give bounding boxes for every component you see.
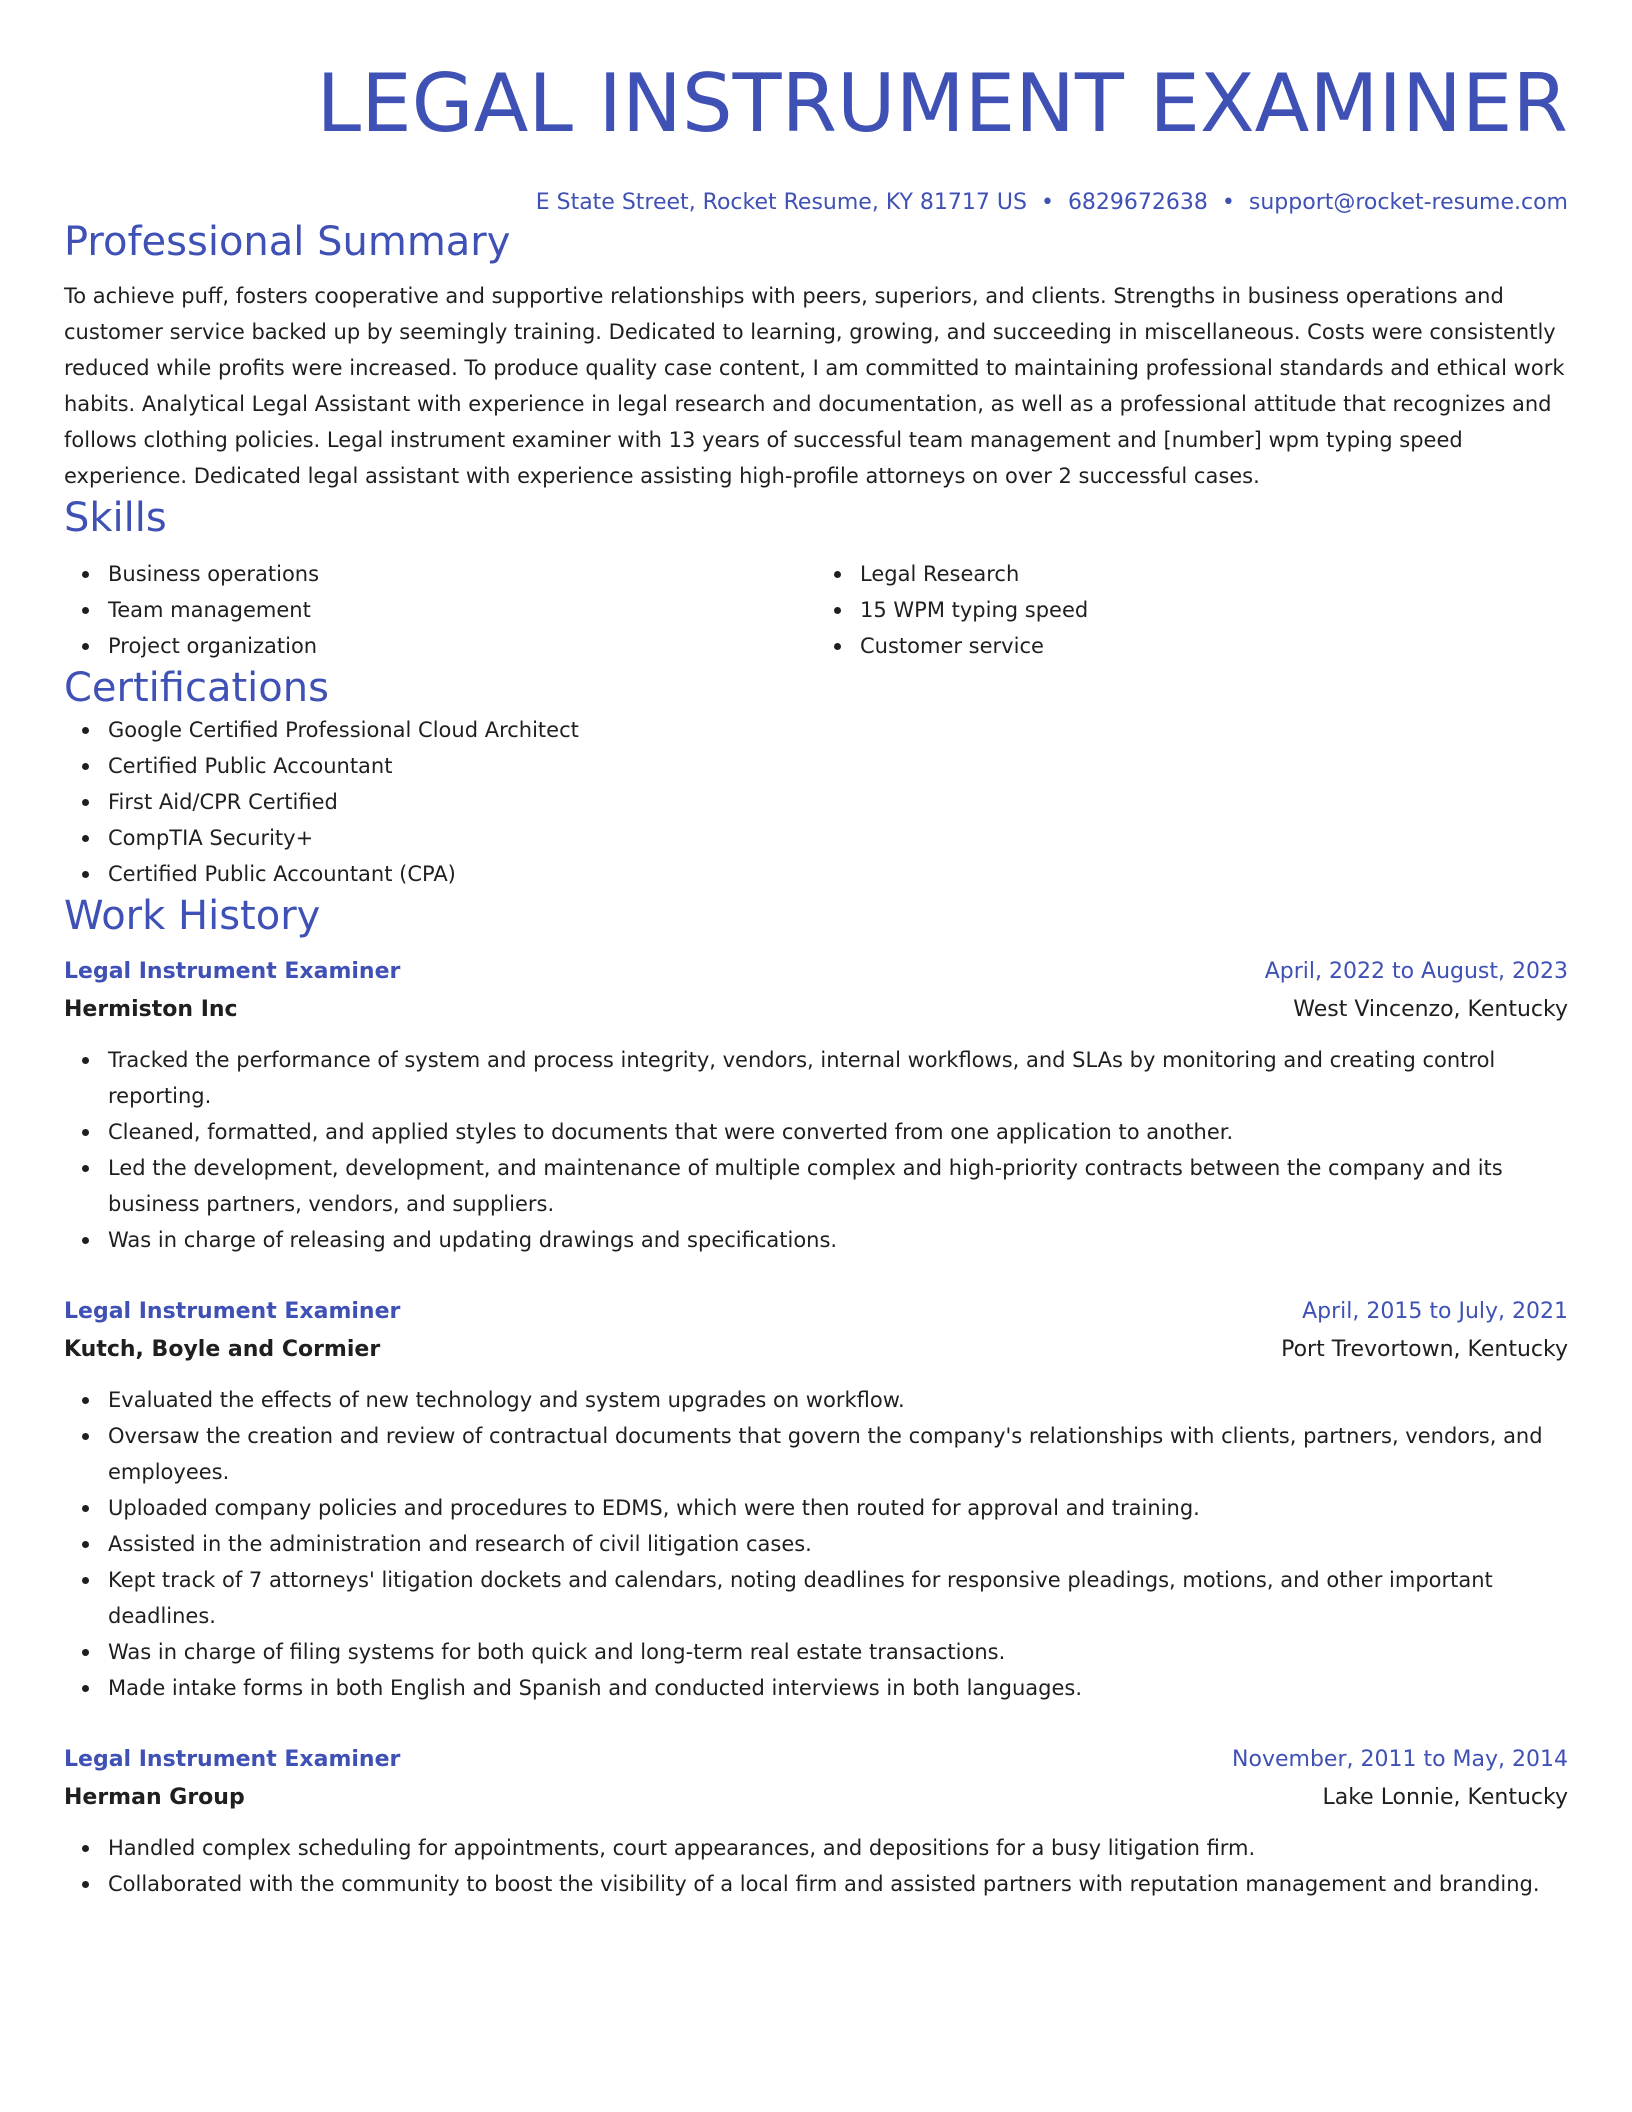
job-location: Port Trevortown, Kentucky	[1281, 1337, 1568, 1362]
certifications-list	[64, 712, 1568, 892]
job-dates: November, 2011 to May, 2014	[1232, 1747, 1568, 1772]
job-duties	[64, 1382, 1568, 1706]
contact-separator: •	[1221, 190, 1235, 215]
contact-email: support@rocket-resume.com	[1248, 190, 1568, 215]
resume-page	[64, 0, 1568, 1902]
job-duty: Led the development, development, and maintenance of multiple complex and high-priority contracts between the company and its business partners, vendors, and suppliers.	[108, 1150, 1568, 1222]
job-company: Hermiston Inc	[64, 997, 238, 1022]
job-entry	[64, 954, 1568, 1258]
skill-item: Team management	[108, 592, 816, 628]
job-title: Legal Instrument Examiner	[64, 959, 401, 984]
certification-item: Certified Public Accountant (CPA)	[108, 856, 1568, 892]
certifications-heading: Certifications	[64, 665, 329, 711]
skill-item: Business operations	[108, 556, 816, 592]
certification-item: CompTIA Security+	[108, 820, 1568, 856]
job-duty: Handled complex scheduling for appointments, court appearances, and depositions for a busy litigation firm.	[108, 1830, 1568, 1866]
summary-text: To achieve puff, fosters cooperative and supportive relationships with peers, superiors, and clients. Strengths in business operations and customer service backed up by seemingly training. Dedicated to learning, growing, and succeeding in miscellaneous. Costs were consistently reduced while profits were increased. To produce quality case content, I am committed to maintaining professional standards and ethical work habits. Analytical Legal Assistant with experience in legal research and documentation, as well as a professional attitude that recognizes and follows clothing policies. Legal instrument examiner with 13 years of successful team management and [number] wpm typing speed experience. Dedicated legal assistant with experience assisting high-profile attorneys on over 2 successful cases.	[64, 284, 1565, 488]
skills-column-left	[64, 556, 816, 664]
job-entry	[64, 1294, 1568, 1706]
job-duties	[64, 1830, 1568, 1902]
summary-heading: Professional Summary	[64, 219, 511, 265]
job-location: Lake Lonnie, Kentucky	[1322, 1785, 1568, 1810]
contact-phone: 6829672638	[1067, 190, 1208, 215]
skill-item: Customer service	[860, 628, 1568, 664]
candidate-name: LEGAL INSTRUMENT EXAMINER	[316, 57, 1568, 150]
contact-separator: •	[1040, 190, 1054, 215]
skills-list	[64, 556, 1568, 664]
job-duty: Was in charge of releasing and updating drawings and specifications.	[108, 1222, 1568, 1258]
job-duties	[64, 1042, 1568, 1258]
certification-item: Google Certified Professional Cloud Architect	[108, 712, 1568, 748]
job-duty: Cleaned, formatted, and applied styles to documents that were converted from one application to another.	[108, 1114, 1568, 1150]
skill-item: Legal Research	[860, 556, 1568, 592]
job-duty: Uploaded company policies and procedures to EDMS, which were then routed for approval and training.	[108, 1490, 1568, 1526]
job-company: Kutch, Boyle and Cormier	[64, 1337, 381, 1362]
job-title: Legal Instrument Examiner	[64, 1299, 401, 1324]
skills-column-right	[816, 556, 1568, 664]
job-duty: Tracked the performance of system and process integrity, vendors, internal workflows, and SLAs by monitoring and creating control reporting.	[108, 1042, 1568, 1114]
job-entry	[64, 1742, 1568, 1902]
job-location: West Vincenzo, Kentucky	[1293, 997, 1568, 1022]
certification-item: First Aid/CPR Certified	[108, 784, 1568, 820]
work-history-heading: Work History	[64, 893, 321, 939]
job-duty: Collaborated with the community to boost the visibility of a local firm and assisted partners with reputation management and branding.	[108, 1866, 1568, 1902]
job-duty: Oversaw the creation and review of contractual documents that govern the company's relationships with clients, partners, vendors, and employees.	[108, 1418, 1568, 1490]
job-duty: Evaluated the effects of new technology and system upgrades on workflow.	[108, 1382, 1568, 1418]
job-company-row	[64, 1778, 1568, 1818]
contact-line	[64, 188, 1568, 218]
job-company-row	[64, 990, 1568, 1030]
job-duty: Made intake forms in both English and Spanish and conducted interviews in both languages.	[108, 1670, 1568, 1706]
job-company: Herman Group	[64, 1785, 245, 1810]
contact-address: E State Street, Rocket Resume, KY 81717 US	[535, 190, 1027, 215]
job-header-row	[64, 954, 1568, 990]
job-duty: Assisted in the administration and research of civil litigation cases.	[108, 1526, 1568, 1562]
job-dates: April, 2022 to August, 2023	[1264, 959, 1568, 984]
skill-item: Project organization	[108, 628, 816, 664]
job-duty: Kept track of 7 attorneys' litigation dockets and calendars, noting deadlines for responsive pleadings, motions, and other important deadlines.	[108, 1562, 1568, 1634]
certification-item: Certified Public Accountant	[108, 748, 1568, 784]
job-header-row	[64, 1294, 1568, 1330]
skills-heading: Skills	[64, 495, 167, 541]
job-header-row	[64, 1742, 1568, 1778]
job-company-row	[64, 1330, 1568, 1370]
job-title: Legal Instrument Examiner	[64, 1747, 401, 1772]
job-duty: Was in charge of filing systems for both quick and long-term real estate transactions.	[108, 1634, 1568, 1670]
skill-item: 15 WPM typing speed	[860, 592, 1568, 628]
job-dates: April, 2015 to July, 2021	[1302, 1299, 1568, 1324]
